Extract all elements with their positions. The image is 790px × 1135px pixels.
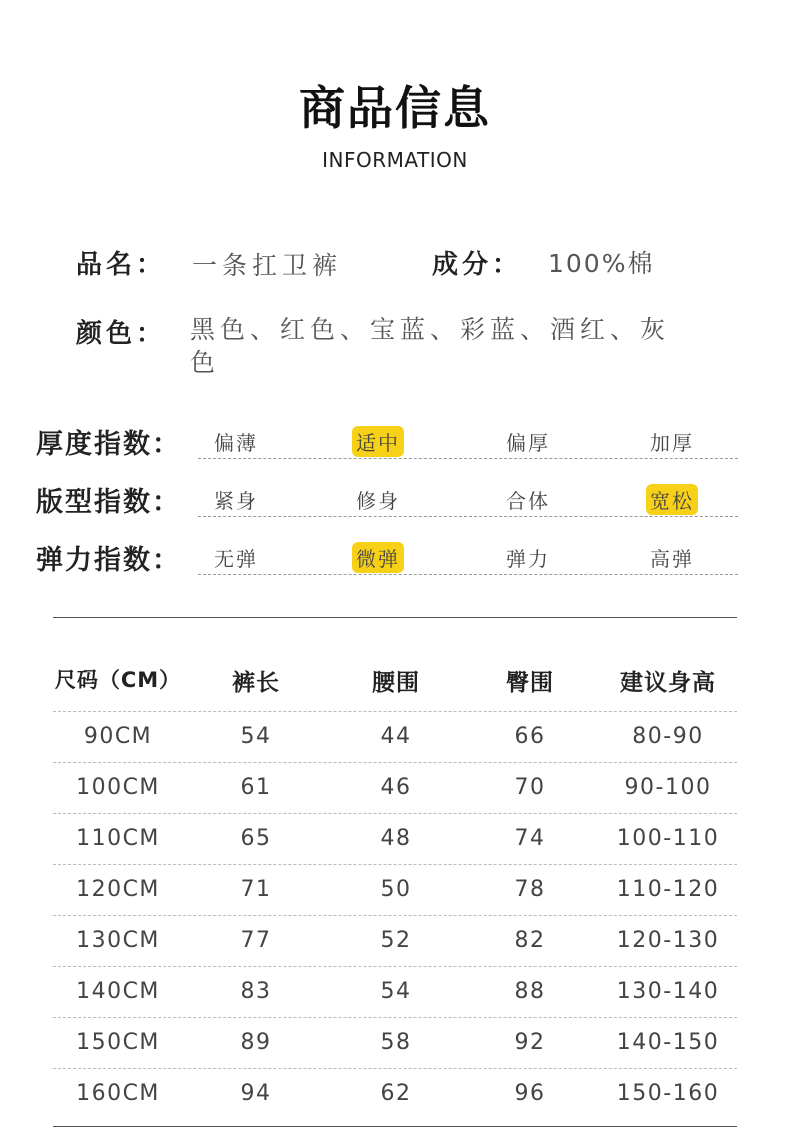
- table-cell: 160CM: [76, 1081, 160, 1106]
- table-cell: 89: [240, 1030, 272, 1055]
- table-cell: 96: [514, 1081, 546, 1106]
- table-cell: 54: [240, 724, 272, 749]
- index-label: 弹力指数：: [36, 545, 181, 576]
- table-header-cell: 裤长: [232, 670, 280, 696]
- table-cell: 46: [380, 775, 412, 800]
- index-option: 紧身: [214, 489, 258, 513]
- index-option: 加厚: [650, 431, 694, 455]
- index-option-selected: 宽松: [646, 484, 698, 515]
- table-row-divider: [53, 762, 737, 763]
- table-cell: 44: [380, 724, 412, 749]
- table-cell: 110-120: [616, 877, 720, 902]
- page-title: 商品信息: [299, 81, 491, 135]
- table-cell: 78: [514, 877, 546, 902]
- table-row-divider: [53, 1017, 737, 1018]
- table-cell: 65: [240, 826, 272, 851]
- table-row-divider: [53, 966, 737, 967]
- table-cell: 50: [380, 877, 412, 902]
- table-cell: 90-100: [624, 775, 712, 800]
- index-option: 偏厚: [506, 431, 550, 455]
- index-label: 版型指数：: [36, 487, 181, 518]
- table-cell: 62: [380, 1081, 412, 1106]
- index-option-selected: 微弹: [352, 542, 404, 573]
- table-row-divider: [53, 813, 737, 814]
- table-cell: 74: [514, 826, 546, 851]
- index-option-selected: 适中: [352, 426, 404, 457]
- index-dashed-line: [198, 574, 738, 575]
- table-cell: 82: [514, 928, 546, 953]
- table-row-divider: [53, 915, 737, 916]
- composition-value: 100%棉: [548, 249, 655, 278]
- table-header-cell: 臀围: [506, 670, 554, 696]
- table-cell: 58: [380, 1030, 412, 1055]
- table-cell: 48: [380, 826, 412, 851]
- table-cell: 77: [240, 928, 272, 953]
- table-cell: 100-110: [616, 826, 720, 851]
- table-cell: 92: [514, 1030, 546, 1055]
- table-header-cell: 建议身高: [620, 670, 716, 696]
- table-bottom-divider: [53, 1126, 737, 1127]
- table-row-divider: [53, 1068, 737, 1069]
- table-cell: 120CM: [76, 877, 160, 902]
- index-dashed-line: [198, 516, 738, 517]
- color-value: 黑色、红色、宝蓝、彩蓝、酒红、灰色: [190, 315, 671, 377]
- index-dashed-line: [198, 458, 738, 459]
- table-cell: 83: [240, 979, 272, 1004]
- index-option: 无弹: [214, 547, 258, 571]
- table-row-divider: [53, 864, 737, 865]
- table-header-cell: 尺码（CM）: [54, 668, 182, 692]
- page-subtitle: INFORMATION: [322, 148, 468, 172]
- table-cell: 150-160: [616, 1081, 720, 1106]
- table-cell: 66: [514, 724, 546, 749]
- table-header-cell: 腰围: [372, 670, 420, 696]
- index-option: 合体: [506, 489, 550, 513]
- table-cell: 110CM: [76, 826, 160, 851]
- table-cell: 90CM: [83, 724, 153, 749]
- table-cell: 54: [380, 979, 412, 1004]
- name-label: 品名：: [76, 250, 167, 280]
- table-cell: 88: [514, 979, 546, 1004]
- index-option: 修身: [356, 489, 400, 513]
- table-cell: 70: [514, 775, 546, 800]
- table-cell: 130-140: [616, 979, 720, 1004]
- index-option: 弹力: [506, 547, 550, 571]
- composition-label: 成分：: [432, 250, 523, 280]
- table-cell: 61: [240, 775, 272, 800]
- table-cell: 140-150: [616, 1030, 720, 1055]
- table-cell: 120-130: [616, 928, 720, 953]
- table-cell: 100CM: [76, 775, 160, 800]
- table-row-divider: [53, 711, 737, 712]
- index-option: 偏薄: [214, 431, 258, 455]
- name-value: 一条扛卫裤: [192, 251, 343, 280]
- table-cell: 130CM: [76, 928, 160, 953]
- index-option: 高弹: [650, 547, 694, 571]
- table-cell: 94: [240, 1081, 272, 1106]
- table-cell: 140CM: [76, 979, 160, 1004]
- table-cell: 80-90: [632, 724, 704, 749]
- table-cell: 52: [380, 928, 412, 953]
- table-cell: 150CM: [76, 1030, 160, 1055]
- table-top-divider: [53, 617, 737, 618]
- index-label: 厚度指数：: [36, 429, 181, 460]
- table-cell: 71: [240, 877, 272, 902]
- color-label: 颜色：: [76, 319, 167, 349]
